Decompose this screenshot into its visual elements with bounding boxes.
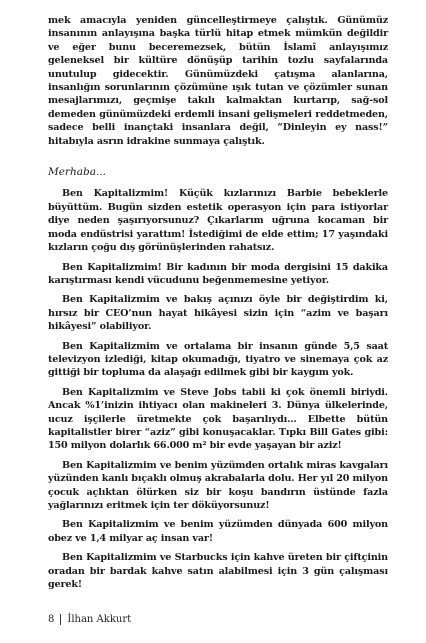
keyword: Ben Kapitalizmim bbox=[62, 519, 159, 531]
paragraph-2 bbox=[48, 261, 388, 288]
paragraph-1 bbox=[48, 187, 388, 254]
paragraph-7 bbox=[48, 518, 388, 545]
keyword: Ben Kapitalizmim bbox=[62, 386, 159, 398]
keyword: Ben Kapitalizmim bbox=[62, 459, 157, 471]
paragraph-text: ve bakış açınızı öyle bir değiştirdim ki, hırsız bir CEO’nun hayat hikâyesi sizin için “azim ve başarı hikâyesi” olabiliyor. bbox=[48, 294, 388, 333]
keyword: Ben Kapitalizmim bbox=[62, 340, 160, 352]
keyword: Ben Kapitalizmim! bbox=[62, 261, 162, 273]
keyword: Ben Kapitalizmim! bbox=[62, 188, 169, 200]
paragraph-text: ve Steve Jobs tabii ki çok önemli biriydi. Ancak %1’inizin ihtiyacı olan makineleri 3. Dünya ülkelerinde, ucuz işçilerle üretmekte çok başarılıydı… Elbette bütün kapitalistler birer “aziz” gibi konuşacaklar. Tıpkı Bill Gates gibi: 150 milyon dolarlık 66.000 m² bir evde yaşayan bir aziz! bbox=[48, 386, 388, 452]
page-body bbox=[48, 14, 388, 597]
author-name: İlhan Akkurt bbox=[67, 614, 132, 625]
keyword: Ben Kapitalizmim bbox=[62, 294, 160, 306]
page-footer bbox=[48, 614, 131, 625]
paragraph-5 bbox=[48, 386, 388, 453]
paragraph-text: Küçük kızlarınızı Barbie bebeklerle büyüttüm. Bugün sizden estetik operasyon için para istiyorlar diye neden şaşırıyorsunuz? Çıkarlarım uğruna kocaman bir moda endüstrisi yarattım! İstediğimi de elde ettim; 17 yaşındaki kızların çoğu dış görünüşlerinden rahatsız. bbox=[48, 188, 388, 254]
paragraph-4 bbox=[48, 340, 388, 380]
paragraph-text: Bir kadının bir moda dergisini 15 dakika karıştırması kendi vücudunu beğenmemesine yetiyor. bbox=[48, 261, 388, 286]
paragraph-text: ve ortalama bir insanın günde 5,5 saat televizyon izlediği, kitap okumadığı, tiyatro ve sinemaya çok az gittiği bir topluma da alaşağı edilmek gibi bir kaygım yok. bbox=[48, 340, 388, 379]
paragraph-6 bbox=[48, 459, 388, 513]
paragraph-text: ve benim yüzümden ortalık miras kavgaları yüzünden kanlı bıçaklı olmuş akrabalarla dolu. Her yıl 20 milyon çocuk açlıktan ölürken siz bir koşu bandırın üstünde fazla yağlarınızı eritmek için ter döküyorsunuz! bbox=[48, 459, 389, 511]
keyword: Ben Kapitalizmim bbox=[62, 552, 157, 564]
paragraph-8 bbox=[48, 551, 388, 591]
footer-divider bbox=[60, 614, 61, 625]
intro-text: Günümüz insanının anlayışına başka türlü hitap etmek mümkün değildir ve eğer bunu beceremezsek, bütün İslamî anlayışımız geleneksel bir kültüre dönüşüp tarihin tozlu sayfalarında unutulup gidecektir. Günümüzdeki çatışma alanlarına, insanlığın sorunlarının çözümüne ışık tutan ve çözümler sunan mesajlarımızı, geçmişe takılı kalmaktan kurtarıp, sağ-sol demeden günümüzdeki erdemli insani gelişmeleri reddetmeden, sadece belli inançtaki insanlara değil, “Dinleyin ey nass!” hitabıyla asrın idrakine sunmaya çalıştık. bbox=[48, 15, 388, 147]
page-number: 8 bbox=[48, 614, 55, 625]
paragraph-text: ve benim yüzümden dünyada 600 milyon obez ve 1,4 milyar aç insan var! bbox=[48, 519, 389, 544]
paragraph-3 bbox=[48, 293, 388, 333]
paragraph-text: ve Starbucks için kahve üreten bir çiftçinin oradan bir bardak kahve satın alabilmesi için 3 gün çalışması gerek! bbox=[48, 552, 388, 591]
intro-lead: mek amacıyla yeniden güncelleştirmeye çalıştık. bbox=[48, 15, 328, 26]
greeting: Merhaba... bbox=[48, 166, 107, 179]
intro-paragraph bbox=[48, 14, 388, 148]
